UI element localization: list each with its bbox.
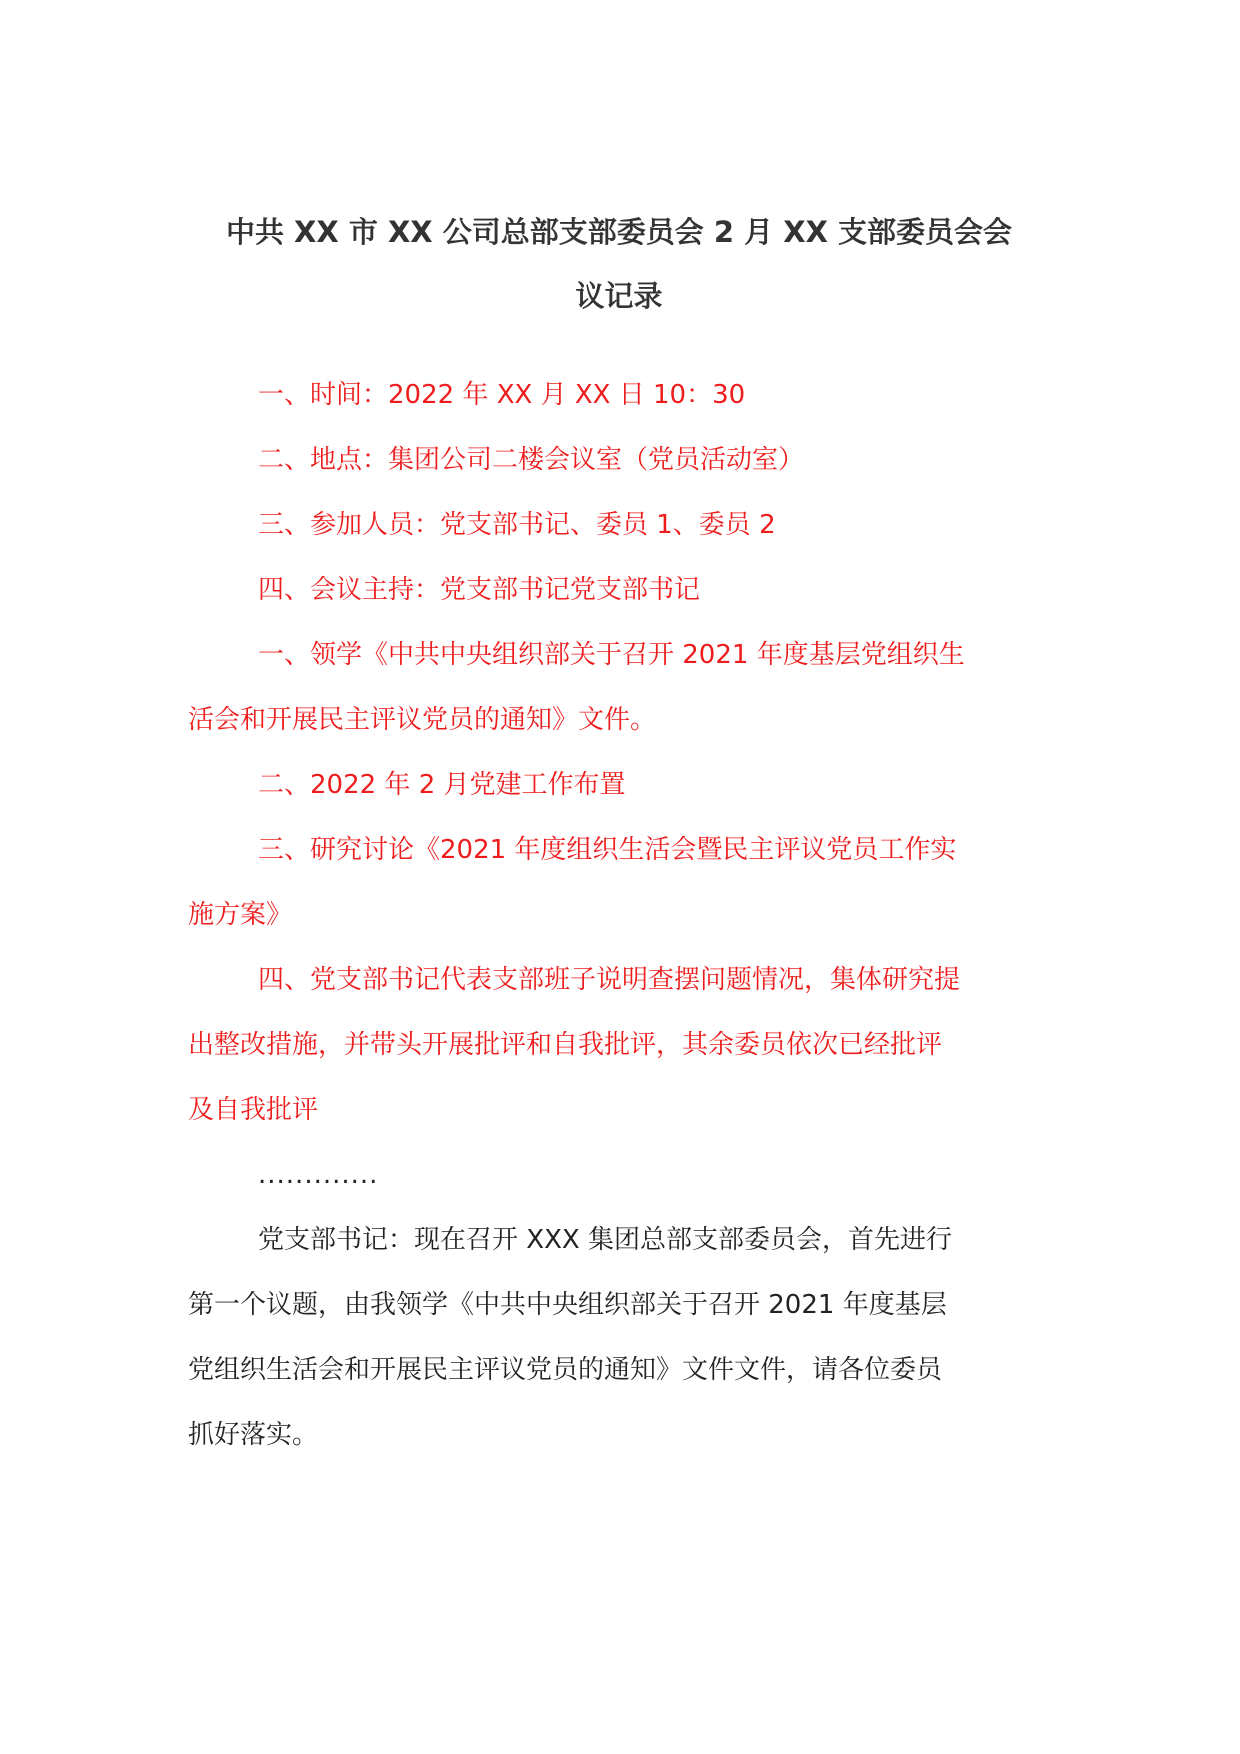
meeting-place	[188, 428, 1050, 493]
speech-line-1: 党支部书记：现在召开 XXX 集团总部支部委员会，首先进行	[258, 1225, 952, 1255]
document-body	[188, 363, 1050, 1468]
title-line-2: 议记录	[575, 279, 663, 313]
agenda-item-4-line-3: 及自我批评	[188, 1095, 319, 1125]
meeting-time-text: 一、时间：2022 年 XX 月 XX 日 10：30	[258, 380, 746, 410]
document-title	[188, 200, 1050, 328]
secretary-speech	[188, 1208, 1050, 1468]
agenda-item-2-line-1: 二、2022 年 2 月党建工作布置	[258, 770, 626, 800]
speech-line-3: 党组织生活会和开展民主评议党员的通知》文件文件，请各位委员	[188, 1355, 943, 1385]
agenda-item-4	[188, 948, 1050, 1143]
agenda-item-3	[188, 818, 1050, 948]
speech-line-2: 第一个议题，由我领学《中共中央组织部关于召开 2021 年度基层	[188, 1290, 947, 1320]
agenda-item-1-line-1: 一、领学《中共中央组织部关于召开 2021 年度基层党组织生	[258, 640, 965, 670]
speech-line-4: 抓好落实。	[188, 1420, 319, 1450]
meeting-host-text: 四、会议主持：党支部书记党支部书记	[258, 575, 701, 605]
agenda-item-3-line-1: 三、研究讨论《2021 年度组织生活会暨民主评议党员工作实	[258, 835, 957, 865]
meeting-attendees	[188, 493, 1050, 558]
agenda-item-1	[188, 623, 1050, 753]
agenda-item-4-line-1: 四、党支部书记代表支部班子说明查摆问题情况，集体研究提	[258, 965, 961, 995]
title-line-1: 中共 XX 市 XX 公司总部支部委员会 2 月 XX 支部委员会会	[225, 215, 1013, 249]
document-page	[188, 200, 1050, 1468]
meeting-host	[188, 558, 1050, 623]
meeting-place-text: 二、地点：集团公司二楼会议室（党员活动室）	[258, 445, 805, 475]
ellipsis-text: .............	[258, 1160, 379, 1190]
agenda-item-2	[188, 753, 1050, 818]
ellipsis-separator	[188, 1143, 1050, 1208]
agenda-item-1-line-2: 活会和开展民主评议党员的通知》文件。	[188, 705, 657, 735]
meeting-attendees-text: 三、参加人员：党支部书记、委员 1、委员 2	[258, 510, 776, 540]
agenda-item-3-line-2: 施方案》	[188, 900, 293, 930]
agenda-item-4-line-2: 出整改措施，并带头开展批评和自我批评，其余委员依次已经批评	[188, 1030, 943, 1060]
meeting-time	[188, 363, 1050, 428]
